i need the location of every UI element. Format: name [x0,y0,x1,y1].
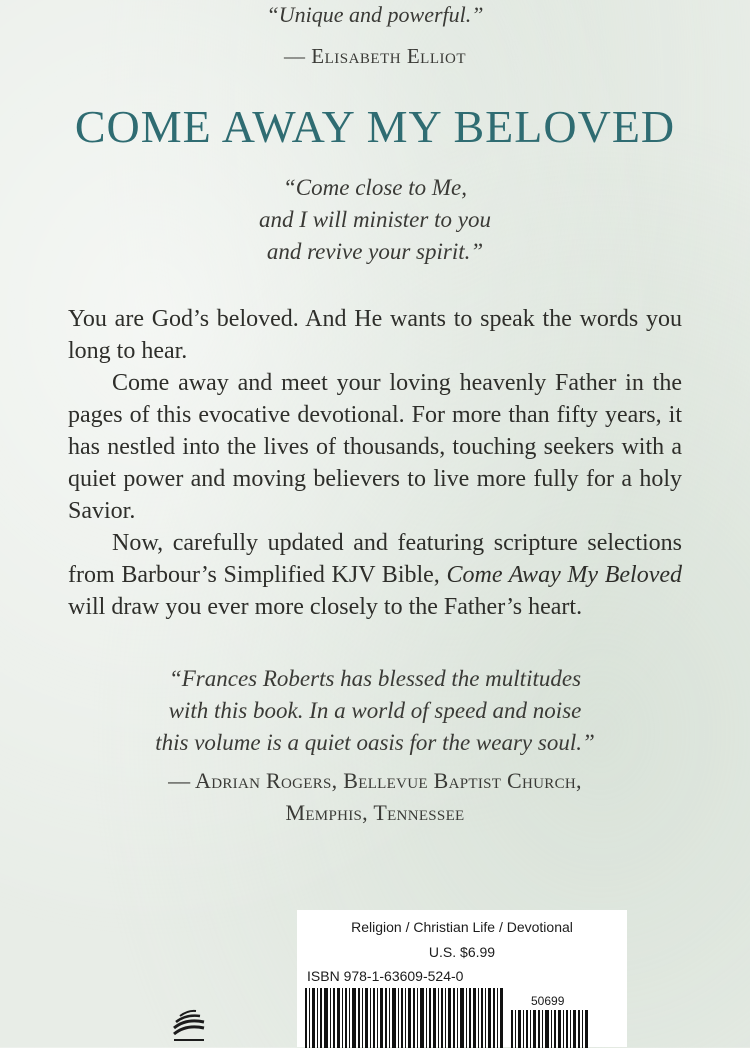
endorsement-line: this volume is a quiet oasis for the weary soul.” [155,730,595,755]
book-title: COME AWAY MY BELOVED [74,101,676,152]
verse-line: and revive your spirit.” [266,239,484,264]
book-title-inline: Come Away My Beloved [446,562,683,588]
isbn-barcode [305,988,505,1048]
attribution-line: Memphis, Tennessee [285,800,465,825]
isbn: ISBN 978-1-63609-524-0 [307,968,464,984]
price-code: 50699 [531,994,565,1008]
bisac-category: Religion / Christian Life / Devotional [351,919,573,935]
description-paragraph [68,527,682,623]
description-paragraph: You are God’s beloved. And He wants to speak the words you long to hear. [68,306,682,364]
description [68,303,682,623]
attribution-line: — Adrian Rogers, Bellevue Baptist Church, [168,768,582,793]
paragraph-text: will draw you ever more closely to the Father’s heart. [68,594,583,620]
verse-line: and I will minister to you [259,207,491,232]
verse-line: “Come close to Me, [283,175,467,200]
paragraph-text: Now, carefully updated and featuring scripture selections from Barbour’s Simplified KJV Bible, [68,530,682,588]
description-paragraph: Come away and meet your loving heavenly Father in the pages of this evocative devotional. For more than fifty years, it has nestled into the lives of thousands, touching seekers with a quiet power and moving believers to live more fully for a holy Savior. [68,370,682,524]
verse-quote [0,172,750,268]
price: U.S. $6.99 [428,944,496,960]
publisher-logo-icon [170,994,208,1042]
top-quote: “Unique and powerful.” [266,2,484,27]
endorsement-attribution [0,765,750,829]
barcode-panel [297,910,627,1047]
endorsement-line: “Frances Roberts has blessed the multitudes [168,666,582,691]
endorsement-quote [0,663,750,759]
price-addon-barcode [511,1010,591,1048]
endorsement-line: with this book. In a world of speed and noise [168,698,582,723]
top-quote-attribution: — Elisabeth Elliot [284,44,466,68]
